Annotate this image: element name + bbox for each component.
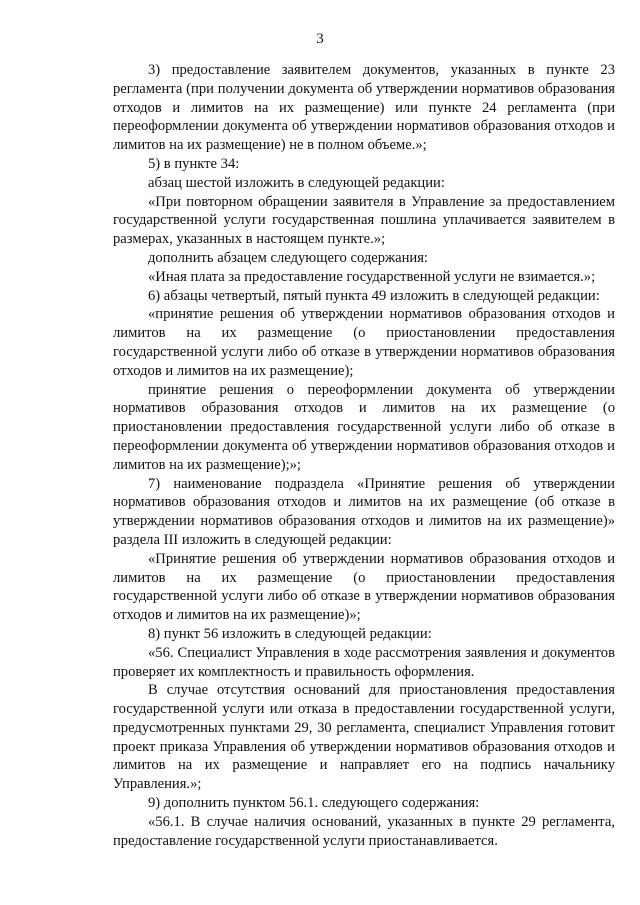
paragraph-item-5: 5) в пункте 34: xyxy=(148,155,240,172)
paragraph-quote-decision-approval: «принятие решения об утверждении нормативов образования отходов и лимитов на их размещение (о приостановлении предоставления государственной услуги либо об отказе в утверждении нормативов образования отходов и лимитов на их размещение); xyxy=(113,306,615,379)
page-number: 3 xyxy=(316,31,324,47)
paragraph-quote-56-1: «56.1. В случае наличия оснований, указанных в пункте 29 регламента, предоставление государственной услуги приостанавливается. xyxy=(113,813,615,849)
paragraph-item-7: 7) наименование подраздела «Принятие решения об утверждении нормативов образования отходов и лимитов на их размещение (об отказе в утверждении нормативов образования отходов и лимитов на их размещение)» раздела III изложить в следующей редакции: xyxy=(113,475,615,548)
paragraph-abzac-6: абзац шестой изложить в следующей редакции: xyxy=(148,174,445,191)
paragraph-item-3: 3) предоставление заявителем документов, указанных в пункте 23 регламента (при получении документа об утверждении нормативов образования отходов и лимитов на их размещение) или пункте 24 регламента (при переоформлении документа об утверждении нормативов образования отходов и лимитов на их размещение) не в полном объеме.»; xyxy=(113,62,615,154)
paragraph-quote-no-other-fee: «Иная плата за предоставление государственной услуги не взимается.»; xyxy=(148,268,596,285)
paragraph-add-abzac: дополнить абзацем следующего содержания: xyxy=(148,249,428,266)
paragraph-quote-subsection-title: «Принятие решения об утверждении нормативов образования отходов и лимитов на их размещение (о приостановлении предоставления государственной услуги либо об отказе в утверждении нормативов образования отходов и лимитов на их размещение)»; xyxy=(113,550,615,624)
paragraph-item-6: 6) абзацы четвертый, пятый пункта 49 изложить в следующей редакции: xyxy=(148,287,600,304)
document-body xyxy=(113,61,615,850)
paragraph-item-9: 9) дополнить пунктом 56.1. следующего содержания: xyxy=(148,795,480,812)
paragraph-quote-repeat-request: «При повторном обращении заявителя в Управление за предоставлением государственной услуги государственная пошлина уплачивается заявителем в размерах, указанных в настоящем пункте.»; xyxy=(113,193,615,248)
paragraph-quote-56: «56. Специалист Управления в ходе рассмотрения заявления и документов проверяет их комплектность и правильность оформления. xyxy=(113,644,615,680)
paragraph-item-8: 8) пункт 56 изложить в следующей редакции: xyxy=(148,625,432,642)
paragraph-quote-decision-reissue: принятие решения о переоформлении документа об утверждении нормативов образования отходов и лимитов на их размещение (о приостановлении предоставления государственной услуги либо об отказе в переоформлении документа об утверждении нормативов образования отходов и лимитов на их размещение);»; xyxy=(113,381,615,473)
paragraph-56-continuation: В случае отсутствия оснований для приостановления предоставления государственной услуги или отказа в предоставлении государственной услуги, предусмотренных пунктами 29, 30 регламента, специалист Управления готовит проект приказа Управления об утверждении нормативов образования отходов и лимитов на их размещение и направляет его на подпись начальнику Управления.»; xyxy=(113,682,615,793)
